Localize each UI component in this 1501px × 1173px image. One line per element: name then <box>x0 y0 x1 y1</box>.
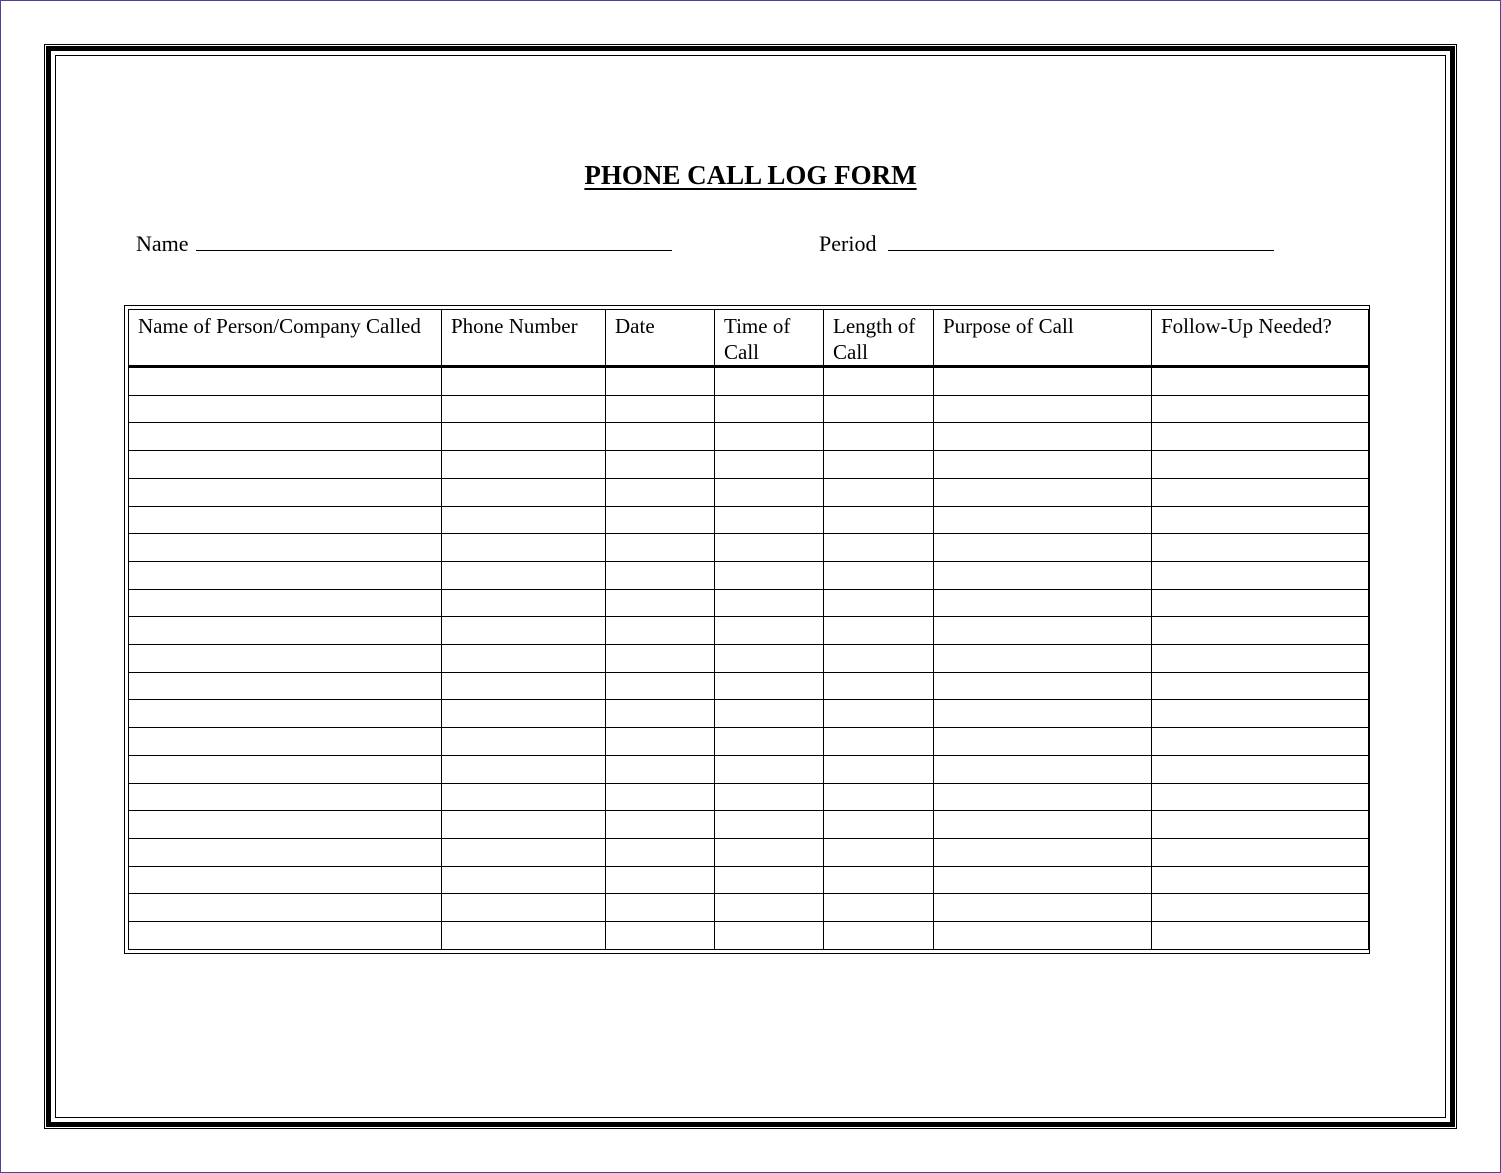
cell-purpose[interactable] <box>934 478 1152 506</box>
cell-purpose[interactable] <box>934 506 1152 534</box>
cell-date[interactable] <box>606 866 715 894</box>
cell-phone[interactable] <box>442 922 606 950</box>
header-row <box>129 310 1369 367</box>
cell-phone[interactable] <box>442 866 606 894</box>
cell-name[interactable] <box>129 700 442 728</box>
table-row <box>129 589 1369 617</box>
table-row <box>129 783 1369 811</box>
column-header-purpose: Purpose of Call <box>934 310 1152 367</box>
cell-name[interactable] <box>129 506 442 534</box>
cell-time[interactable] <box>715 367 824 396</box>
cell-name[interactable] <box>129 922 442 950</box>
column-header-time: Time of Call <box>715 310 824 367</box>
cell-time[interactable] <box>715 866 824 894</box>
cell-phone[interactable] <box>442 783 606 811</box>
cell-time[interactable] <box>715 534 824 562</box>
cell-follow-up[interactable] <box>1152 423 1369 451</box>
cell-follow-up[interactable] <box>1152 811 1369 839</box>
period-label: Period <box>819 231 877 256</box>
cell-time[interactable] <box>715 811 824 839</box>
cell-purpose[interactable] <box>934 838 1152 866</box>
cell-name[interactable] <box>129 617 442 645</box>
cell-date[interactable] <box>606 478 715 506</box>
cell-length[interactable] <box>824 367 934 396</box>
cell-length[interactable] <box>824 783 934 811</box>
cell-phone[interactable] <box>442 617 606 645</box>
cell-phone[interactable] <box>442 423 606 451</box>
cell-name[interactable] <box>129 894 442 922</box>
cell-name[interactable] <box>129 534 442 562</box>
cell-time[interactable] <box>715 561 824 589</box>
cell-date[interactable] <box>606 589 715 617</box>
cell-time[interactable] <box>715 451 824 479</box>
table-body <box>129 367 1369 950</box>
cell-date[interactable] <box>606 395 715 423</box>
cell-purpose[interactable] <box>934 922 1152 950</box>
table-row <box>129 700 1369 728</box>
table-row <box>129 894 1369 922</box>
cell-follow-up[interactable] <box>1152 755 1369 783</box>
table-row <box>129 478 1369 506</box>
cell-follow-up[interactable] <box>1152 395 1369 423</box>
cell-name[interactable] <box>129 561 442 589</box>
cell-purpose[interactable] <box>934 395 1152 423</box>
cell-follow-up[interactable] <box>1152 922 1369 950</box>
cell-time[interactable] <box>715 700 824 728</box>
cell-date[interactable] <box>606 783 715 811</box>
cell-length[interactable] <box>824 561 934 589</box>
cell-length[interactable] <box>824 589 934 617</box>
cell-time[interactable] <box>715 617 824 645</box>
cell-length[interactable] <box>824 866 934 894</box>
cell-phone[interactable] <box>442 728 606 756</box>
cell-phone[interactable] <box>442 506 606 534</box>
cell-follow-up[interactable] <box>1152 700 1369 728</box>
cell-name[interactable] <box>129 866 442 894</box>
period-blank-line[interactable] <box>888 230 1274 251</box>
table-row <box>129 728 1369 756</box>
cell-date[interactable] <box>606 728 715 756</box>
cell-name[interactable] <box>129 589 442 617</box>
table-row <box>129 506 1369 534</box>
cell-date[interactable] <box>606 755 715 783</box>
cell-date[interactable] <box>606 506 715 534</box>
table-row <box>129 866 1369 894</box>
cell-length[interactable] <box>824 534 934 562</box>
cell-length[interactable] <box>824 700 934 728</box>
cell-follow-up[interactable] <box>1152 367 1369 396</box>
cell-date[interactable] <box>606 451 715 479</box>
cell-phone[interactable] <box>442 672 606 700</box>
cell-follow-up[interactable] <box>1152 451 1369 479</box>
table-row <box>129 561 1369 589</box>
cell-phone[interactable] <box>442 589 606 617</box>
cell-length[interactable] <box>824 645 934 673</box>
name-label: Name <box>136 231 189 256</box>
cell-length[interactable] <box>824 728 934 756</box>
column-header-length: Length of Call <box>824 310 934 367</box>
cell-follow-up[interactable] <box>1152 534 1369 562</box>
column-header-phone: Phone Number <box>442 310 606 367</box>
cell-time[interactable] <box>715 838 824 866</box>
cell-purpose[interactable] <box>934 645 1152 673</box>
cell-date[interactable] <box>606 700 715 728</box>
cell-name[interactable] <box>129 783 442 811</box>
cell-purpose[interactable] <box>934 783 1152 811</box>
cell-purpose[interactable] <box>934 589 1152 617</box>
cell-purpose[interactable] <box>934 811 1152 839</box>
cell-date[interactable] <box>606 672 715 700</box>
cell-follow-up[interactable] <box>1152 728 1369 756</box>
cell-purpose[interactable] <box>934 672 1152 700</box>
cell-length[interactable] <box>824 755 934 783</box>
cell-phone[interactable] <box>442 395 606 423</box>
cell-time[interactable] <box>715 506 824 534</box>
cell-name[interactable] <box>129 811 442 839</box>
table-row <box>129 534 1369 562</box>
cell-time[interactable] <box>715 728 824 756</box>
cell-purpose[interactable] <box>934 755 1152 783</box>
table-row <box>129 811 1369 839</box>
form-title: PHONE CALL LOG FORM <box>584 160 917 190</box>
cell-purpose[interactable] <box>934 894 1152 922</box>
cell-time[interactable] <box>715 755 824 783</box>
cell-time[interactable] <box>715 423 824 451</box>
table-row <box>129 395 1369 423</box>
cell-follow-up[interactable] <box>1152 672 1369 700</box>
period-field <box>819 230 1274 257</box>
cell-name[interactable] <box>129 478 442 506</box>
cell-time[interactable] <box>715 672 824 700</box>
cell-follow-up[interactable] <box>1152 561 1369 589</box>
cell-phone[interactable] <box>442 645 606 673</box>
cell-purpose[interactable] <box>934 866 1152 894</box>
column-header-name: Name of Person/Company Called <box>129 310 442 367</box>
cell-time[interactable] <box>715 894 824 922</box>
cell-phone[interactable] <box>442 894 606 922</box>
cell-time[interactable] <box>715 922 824 950</box>
cell-phone[interactable] <box>442 534 606 562</box>
cell-length[interactable] <box>824 672 934 700</box>
cell-purpose[interactable] <box>934 451 1152 479</box>
cell-purpose[interactable] <box>934 700 1152 728</box>
cell-name[interactable] <box>129 423 442 451</box>
table-row <box>129 451 1369 479</box>
cell-length[interactable] <box>824 423 934 451</box>
cell-name[interactable] <box>129 451 442 479</box>
cell-follow-up[interactable] <box>1152 478 1369 506</box>
cell-date[interactable] <box>606 423 715 451</box>
cell-date[interactable] <box>606 894 715 922</box>
cell-time[interactable] <box>715 645 824 673</box>
cell-date[interactable] <box>606 645 715 673</box>
cell-phone[interactable] <box>442 700 606 728</box>
cell-follow-up[interactable] <box>1152 645 1369 673</box>
cell-date[interactable] <box>606 561 715 589</box>
table-row <box>129 922 1369 950</box>
cell-follow-up[interactable] <box>1152 894 1369 922</box>
cell-date[interactable] <box>606 811 715 839</box>
cell-name[interactable] <box>129 672 442 700</box>
cell-length[interactable] <box>824 922 934 950</box>
cell-time[interactable] <box>715 478 824 506</box>
cell-follow-up[interactable] <box>1152 838 1369 866</box>
cell-length[interactable] <box>824 811 934 839</box>
table-row <box>129 755 1369 783</box>
cell-purpose[interactable] <box>934 617 1152 645</box>
cell-date[interactable] <box>606 367 715 396</box>
table-row <box>129 367 1369 396</box>
cell-purpose[interactable] <box>934 561 1152 589</box>
column-header-date: Date <box>606 310 715 367</box>
cell-length[interactable] <box>824 894 934 922</box>
cell-name[interactable] <box>129 395 442 423</box>
call-log-table-frame <box>124 305 1370 954</box>
table-row <box>129 617 1369 645</box>
cell-name[interactable] <box>129 645 442 673</box>
cell-phone[interactable] <box>442 367 606 396</box>
cell-phone[interactable] <box>442 811 606 839</box>
cell-name[interactable] <box>129 838 442 866</box>
cell-phone[interactable] <box>442 561 606 589</box>
cell-follow-up[interactable] <box>1152 866 1369 894</box>
column-header-follow-up: Follow-Up Needed? <box>1152 310 1369 367</box>
table-row <box>129 838 1369 866</box>
table-row <box>129 423 1369 451</box>
cell-time[interactable] <box>715 395 824 423</box>
cell-phone[interactable] <box>442 478 606 506</box>
table-row <box>129 672 1369 700</box>
cell-follow-up[interactable] <box>1152 783 1369 811</box>
cell-date[interactable] <box>606 617 715 645</box>
cell-name[interactable] <box>129 755 442 783</box>
cell-length[interactable] <box>824 451 934 479</box>
cell-length[interactable] <box>824 478 934 506</box>
table-row <box>129 645 1369 673</box>
cell-phone[interactable] <box>442 451 606 479</box>
name-blank-line[interactable] <box>196 230 672 251</box>
cell-time[interactable] <box>715 589 824 617</box>
cell-length[interactable] <box>824 617 934 645</box>
cell-length[interactable] <box>824 838 934 866</box>
name-field <box>136 230 672 257</box>
cell-follow-up[interactable] <box>1152 589 1369 617</box>
call-log-table <box>128 309 1369 950</box>
cell-follow-up[interactable] <box>1152 617 1369 645</box>
cell-purpose[interactable] <box>934 534 1152 562</box>
cell-length[interactable] <box>824 395 934 423</box>
cell-purpose[interactable] <box>934 367 1152 396</box>
cell-date[interactable] <box>606 838 715 866</box>
cell-length[interactable] <box>824 506 934 534</box>
cell-purpose[interactable] <box>934 728 1152 756</box>
cell-date[interactable] <box>606 534 715 562</box>
cell-purpose[interactable] <box>934 423 1152 451</box>
cell-follow-up[interactable] <box>1152 506 1369 534</box>
cell-phone[interactable] <box>442 755 606 783</box>
cell-time[interactable] <box>715 783 824 811</box>
cell-name[interactable] <box>129 367 442 396</box>
cell-phone[interactable] <box>442 838 606 866</box>
cell-name[interactable] <box>129 728 442 756</box>
cell-date[interactable] <box>606 922 715 950</box>
